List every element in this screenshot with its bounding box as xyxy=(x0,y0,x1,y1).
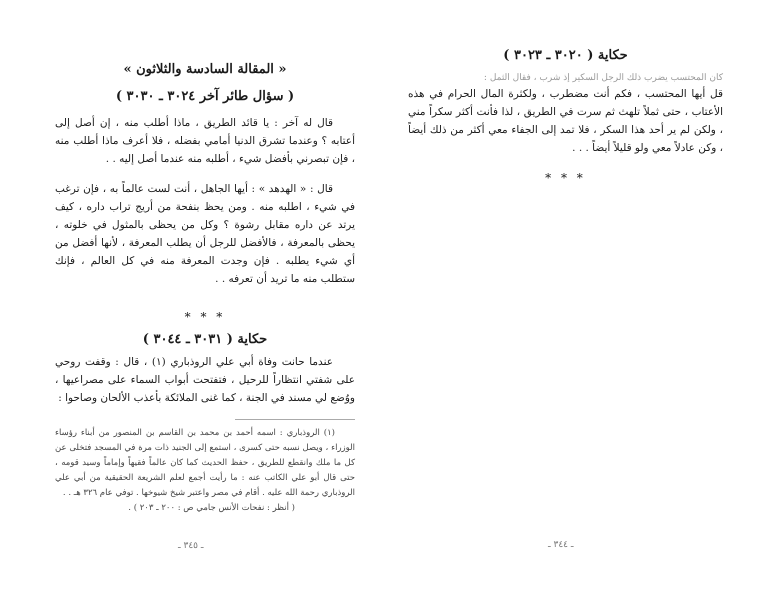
section-title: ( سؤال طائر آخر ٣٠٢٤ ـ ٣٠٣٠ ) xyxy=(115,89,295,104)
page-number-right: ـ ٣٤٤ ـ xyxy=(548,540,574,550)
right-page xyxy=(408,48,723,185)
story-text: قل أيها المحتسب ، فكم أنت مضطرب ، ولكثرة المال الحرام في هذه الأعتاب ، حتى ثملاً تلهث ثم سرت في الطريق ، لذا فأنت أكثر سكراً مني ، ولكن لم ير أحد هذا السكر ، فلا تمد إلى الجفاء معي أكثر من ذلك أيضاً ، وكن عادلاً معي ولو قليلاً أيضاً . . . xyxy=(408,88,723,154)
footnote-rule xyxy=(235,419,355,420)
left-page xyxy=(55,62,355,516)
separator: * * * xyxy=(184,310,226,324)
footnote: (١) الروذباري : اسمه أحمد بن محمد بن القاسم بن المنصور من أبناء رؤساء الوزراء ، ويصل نسبه حتى كسرى ، استمع إلى الجنيد ذات مرة في المسجد فتخلى عن كل ما ملك وانقطع للطريق ، حفظ الحديث كما كان عالماً فقيهاً وإماماً وسيد قومه ، حتى قال أبو علي الكاتب عنه : ما رأيت أجمع لعلم الشريعة الحقيقية من أبي علي الروذباري رحمة الله عليه . أقام في مصر واعتبر شيخ شيوخها . توفي عام ٣٢٦ هـ . . xyxy=(55,428,355,498)
paragraph: قال له آخر : يا قائد الطريق ، ماذا أطلب منه ، إن أصل إلى أعتابه ؟ وعندما تشرق الدنيا أمامي بفضله ، فلا أعرف ماذا أطلب منه ، فإن تبصرني بأفضل شيء ، أطلبه منه عندما أصل إليه . . xyxy=(55,117,355,165)
page-number-left: ـ ٣٤٥ ـ xyxy=(178,541,204,551)
chapter-title: « المقالة السادسة والثلاثون » xyxy=(123,62,287,77)
faded-line: كان المحتسب يضرب ذلك الرجل السكير إذ شرب ، فقال الثمل : xyxy=(483,73,723,83)
story-text: عندما حانت وفاة أبي علي الروذباري (١) ، قال : وقفت روحي على شفتي انتظاراً للرحيل ، فتفتحت أبواب السماء على مصراعيها ، ووُضع لي مسند في الجنة ، كما غنى الملائكة بأعذب الألحان وصاحوا : xyxy=(55,356,355,404)
separator: * * * xyxy=(545,171,586,185)
paragraph: قال : « الهدهد » : أيها الجاهل ، أنت لست عالماً به ، فإن ترغب في شيء ، اطلبه منه . ومن يحظ بنفحة من أريج تراب داره ، كيف يرتد عن داره مقابل رشوة ؟ وكل من يحظى بالمثول في خلوته ، يحظى بالمعرفة ، فالأفضل للرجل أن يطلب المعرفة ، لأنها أفضل من أي شيء يطلبه . فإن وجدت المعرفة منه في كل العالم ، فإنك ستطلب منه ما تريد أن تعرفه . . xyxy=(55,183,355,285)
story-title: حكاية ( ٣٠٢٠ ـ ٣٠٢٣ ) xyxy=(503,48,628,63)
story-title: حكاية ( ٣٠٣١ ـ ٣٠٤٤ ) xyxy=(142,332,268,347)
footnote-reference: ( أنظر : نفحات الأنس جامي ص : ٢٠٠ ـ ٢٠٣ ) . xyxy=(128,503,295,513)
